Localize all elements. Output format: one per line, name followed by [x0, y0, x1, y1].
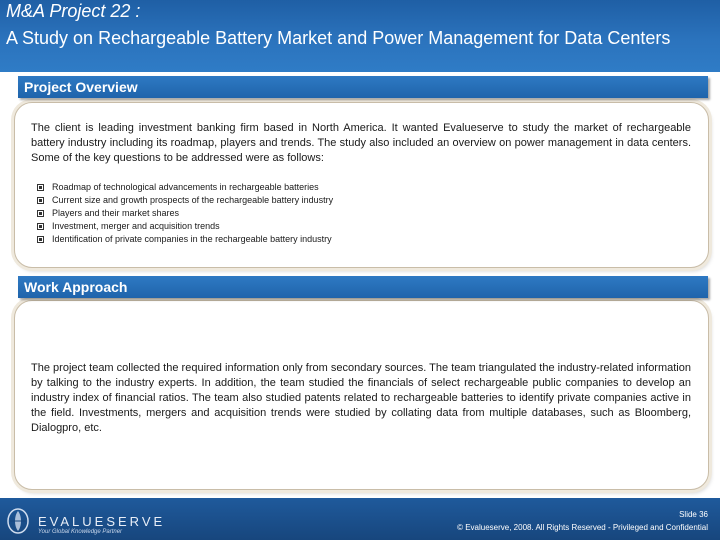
list-item: Players and their market shares — [37, 207, 333, 220]
slide-number: Slide 36 — [679, 510, 708, 519]
square-bullet-icon — [37, 236, 44, 243]
copyright-notice: © Evalueserve, 2008. All Rights Reserved - Privileged and Confidential — [457, 523, 708, 532]
evalueserve-logo-icon — [6, 507, 30, 535]
square-bullet-icon — [37, 184, 44, 191]
list-item: Roadmap of technological advancements in rechargeable batteries — [37, 181, 333, 194]
project-overview-title: Project Overview — [18, 76, 708, 98]
project-overview-panel — [14, 102, 709, 268]
square-bullet-icon — [37, 210, 44, 217]
list-item: Identification of private companies in the rechargeable battery industry — [37, 233, 333, 246]
project-label: M&A Project 22 : — [6, 1, 141, 21]
company-tagline: Your Global Knowledge Partner — [38, 529, 123, 535]
square-bullet-icon — [37, 223, 44, 230]
slide-footer — [0, 498, 720, 540]
approach-paragraph: The project team collected the required information only from secondary sources. The team triangulated the industry-related information by talking to the industry experts. In addition, the team studied the financials of select rechargeable public companies to develop an industry index of financial ratios. The team also studied patents related to rechargeable batteries to identify private companies active in the field. Investments, mergers and acquisition trends were studied by collating data from multiple databases, such as Bloomberg, Dialogpro, etc. — [31, 362, 691, 434]
overview-paragraph: The client is leading investment banking firm based in North America. It wanted Evalueserve to study the market of rechargeable battery industry including its roadmap, players and trends. The study also included an overview on power management in data centers. Some of the key questions to be addressed were as follows: — [31, 122, 691, 164]
square-bullet-icon — [37, 197, 44, 204]
slide-title: A Study on Rechargeable Battery Market and Power Management for Data Centers — [6, 28, 671, 48]
work-approach-title: Work Approach — [18, 276, 708, 298]
work-approach-panel — [14, 300, 709, 490]
key-questions-list — [37, 181, 333, 246]
slide-header — [0, 0, 720, 72]
list-item: Investment, merger and acquisition trends — [37, 220, 333, 233]
list-item: Current size and growth prospects of the rechargeable battery industry — [37, 194, 333, 207]
company-logo-text: EVALUESERVE — [38, 514, 166, 529]
